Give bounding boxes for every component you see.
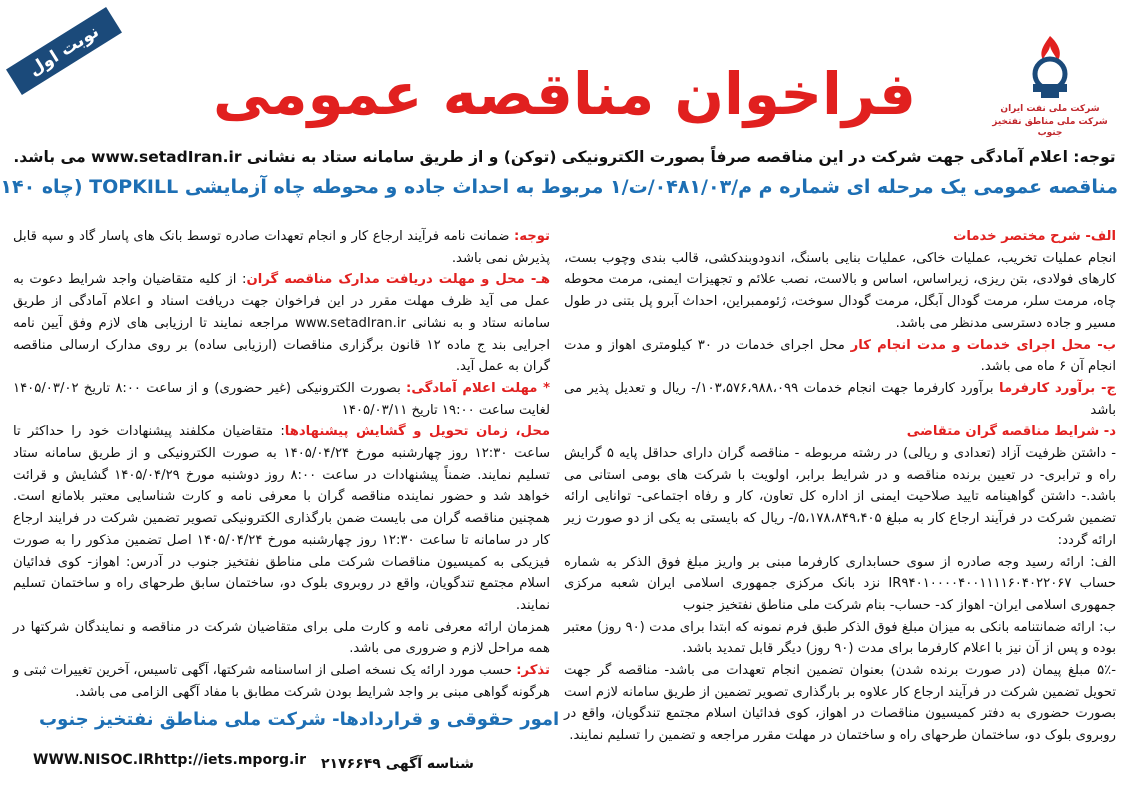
notice-line: توجه: اعلام آمادگی جهت شرکت در این مناقصه صرفاً بصورت الکترونیکی (توکن) و از طریق سامانه ستاد به نشانی www.setadIran.ir می باشد. bbox=[14, 148, 1117, 166]
attention-heading: توجه: bbox=[515, 229, 551, 244]
left-column bbox=[14, 226, 552, 700]
section-z-heading: محل، زمان تحویل و گشایش پیشنهادها bbox=[285, 424, 551, 440]
section-d-option-be: ب: ارائه ضمانتنامه بانکی به میزان مبلغ فوق الذکر طبق فرم نمونه که ابتدا برای مدت (۹۰ روز) معتبر بوده و پس از آن نیز با اعلام کارفرما برای مدت (۹۰ روز) دیگر قابل تمدید باشد. bbox=[565, 619, 1117, 657]
right-column bbox=[565, 226, 1117, 806]
section-b-text: محل اجرای خدمات در ۳۰ کیلومتری اهواز و مدت انجام آن ۶ ماه می باشد. bbox=[565, 337, 1117, 375]
section-d-heading: د- شرایط مناقصه گران متقاضی bbox=[907, 424, 1117, 440]
nioc-logo-icon bbox=[1020, 32, 1082, 102]
deadline-text: بصورت الکترونیکی (غیر حضوری) و از ساعت ۸:۰۰ تاریخ ۱۴۰۵/۰۳/۰۲ لغایت ساعت ۱۹:۰۰ تاریخ ۱۴۰۵/۰۳/۱۱ bbox=[14, 380, 551, 418]
footer-website-link[interactable]: WWW.NISOC.IRhttp://iets.mporg.ir bbox=[34, 752, 308, 768]
section-h-heading: هـ- محل و مهلت دریافت مدارک مناقصه گران bbox=[247, 272, 551, 288]
section-a-text: انجام عملیات تخریب، عملیات خاکی، عملیات بنایی باسنگ، اندودوبندکشی، قالب بندی وچوب بست، کارهای فولادی، بتن ریزی، زیراساس، اساس و بالاست، نصب علائم و تجهیزات ایمنی، مرمت محوطه چاه، مرمت سلر، مرمت گودال آبگل، مرمت گودال سوخت، ژئوممبراین، احداث آبرو پل بتنی در طول مسیر و جاده دسترسی مدنظر می باشد. bbox=[565, 250, 1117, 331]
edition-ribbon: نوبت اول bbox=[7, 7, 123, 95]
section-a-heading: الف- شرح مختصر خدمات bbox=[954, 229, 1117, 244]
section-d-end: -۵٪ مبلغ پیمان (در صورت برنده شدن) بعنوان تضمین انجام تعهدات می باشد- مناقصه گر جهت تحویل تضمین شرکت در فرآیند ارجاع کار علاوه بر بارگذاری تصویر تضمین از طریق سامانه لازم است بصورت حضوری به دفتر کمیسیون مناقصات در اهواز، کوی فدائیان اسلام مجتمع تندگویان، واقع در روبروی بلوک دو، ساختمان طرحهای راه و ساختمان در مهلت مقرر مراجعه و تضمین را تسلیم نمایند. bbox=[565, 663, 1117, 744]
section-c-text: برآورد کارفرما جهت انجام خدمات ۱۰۳،۵۷۶،۹۸۸،۰۹۹/- ریال و تعدیل پذیر می باشد bbox=[565, 380, 1117, 418]
section-c-heading: ج- برآورد کارفرما bbox=[1000, 380, 1117, 396]
footer-ad-id: شناسه آگهی ۲۱۷۶۶۴۹ bbox=[322, 756, 475, 772]
attention-text: ضمانت نامه فرآیند ارجاع کار و انجام تعهدات صادره توسط بانک های پاسار گاد و سپه قابل پذیرش نمی باشد. bbox=[14, 229, 551, 266]
footer-organization: امور حقوقی و قراردادها- شرکت ملی مناطق نفتخیز جنوب bbox=[40, 709, 561, 730]
section-z-text: : متقاضیان مکلفند پیشنهادات خود را حداکثر تا ساعت ۱۲:۳۰ روز چهارشنبه مورخ ۱۴۰۵/۰۴/۲۴ به صورت الکترونیکی و از طریق سامانه ستاد تسلیم نمایند. ضمناً پیشنهادات در ساعت ۸:۰۰ روز دوشنبه مورخ ۱۴۰۵/۰۴/۲۹ گشایش و قرائت خواهد شد و حضور نماینده مناقصه گران با معرفی نامه و کارت شناسایی معتبر بلامانع است. همچنین مناقصه گران می بایست ضمن بارگذاری الکترونیکی تصویر تضمین شرکت در فرایند ارجاع کار در سامانه تا ساعت ۱۲:۳۰ روز چهارشنبه مورخ ۱۴۰۵/۰۴/۲۴ اصل تضمین مذکور را به صورت فیزیکی به کمیسیون مناقصات شرکت ملی مناطق نفتخیز جنوب در آدرس: اهواز- کوی فدائیان اسلام مجتمع تندگویان، واقع در روبروی بلوک دو، ساختمان سابق طرحهای راه و ساختمان تسلیم نمایند. bbox=[14, 424, 552, 613]
page-title: فراخوان مناقصه عمومی bbox=[214, 60, 917, 128]
section-d-option-alef: الف: ارائه رسید وجه صادره از سوی حسابداری کارفرما مبنی بر واریز مبلغ فوق الذکر به شماره حساب IR۹۴۰۱۰۰۰۰۴۰۰۱۱۱۱۶۰۴۰۲۲۰۶۷ نزد بانک مرکزی جمهوری اسلامی ایران شعبه مرکزی جمهوری اسلامی ایران- اهواز کد- حساب- بنام شرکت ملی مناطق نفتخیز جنوب bbox=[565, 554, 1117, 613]
reminder-text: حسب مورد ارائه یک نسخه اصلی از اساسنامه شرکتها، آگهی تاسیس، آخرین تغییرات ثبتی و هرگونه گواهی مبنی بر واجد شرایط بودن شرکت مطابق با مفاد آگهی الزامی می باشد. bbox=[14, 663, 551, 700]
section-z-text-2: همزمان ارائه معرفی نامه و کارت ملی برای متقاضیان شرکت در مناقصه و نمایندگان شرکتها در همه مراحل لازم و ضروری می باشد. bbox=[14, 619, 551, 657]
tender-subtitle: مناقصه عمومی یک مرحله ای شماره م م/۰۴۸۱/۰۳/ت/۱ مربوط به احداث جاده و محوطه چاه آزمایشی TOPKILL (چاه ۱۴۰ bbox=[1, 176, 1119, 198]
reminder-heading: تذکر: bbox=[517, 663, 551, 679]
company-logo bbox=[991, 32, 1111, 139]
logo-caption-1: شرکت ملی نفت ایران bbox=[1001, 104, 1101, 114]
section-h-text: : از کلیه متقاضیان واجد شرایط دعوت به عمل می آید ظرف مهلت مقرر در این فراخوان جهت دریافت اسناد و اعلام آمادگی از طریق سامانه ستاد و به نشانی www.setadIran.ir مراجعه نمایند تا ارزیابی های لازم وفق آیین نامه اجرایی بند ج ماده ۱۲ قانون برگزاری مناقصات (ارزیابی ساده) بر روی مدارک ارسالی مناقصه گران به عمل آید. bbox=[14, 272, 551, 375]
section-d-text: - داشتن ظرفیت آزاد (تعدادی و ریالی) در رشته مربوطه - مناقصه گران دارای حداقل پایه ۵ گرایش راه و ترابری- در تعیین برنده مناقصه و در شرایط برابر، اولویت با شرکت های بومی استانی می باشد.- داشتن گواهینامه تایید صلاحیت ایمنی از اداره کل تعاون، کار و رفاه اجتماعی- توانایی ارائه تضمین شرکت در فرآیند ارجاع کار به مبلغ ۵،۱۷۸،۸۴۹،۴۰۵/- ریال که بایستی به یکی از دو صورت زیر ارائه گردد: bbox=[565, 446, 1117, 548]
deadline-heading: * مهلت اعلام آمادگی: bbox=[407, 380, 551, 396]
section-b-heading: ب- محل اجرای خدمات و مدت انجام کار bbox=[851, 337, 1117, 353]
header bbox=[12, 10, 1119, 150]
logo-caption-2: شرکت ملی مناطق نفتخیز جنوب bbox=[993, 117, 1109, 138]
